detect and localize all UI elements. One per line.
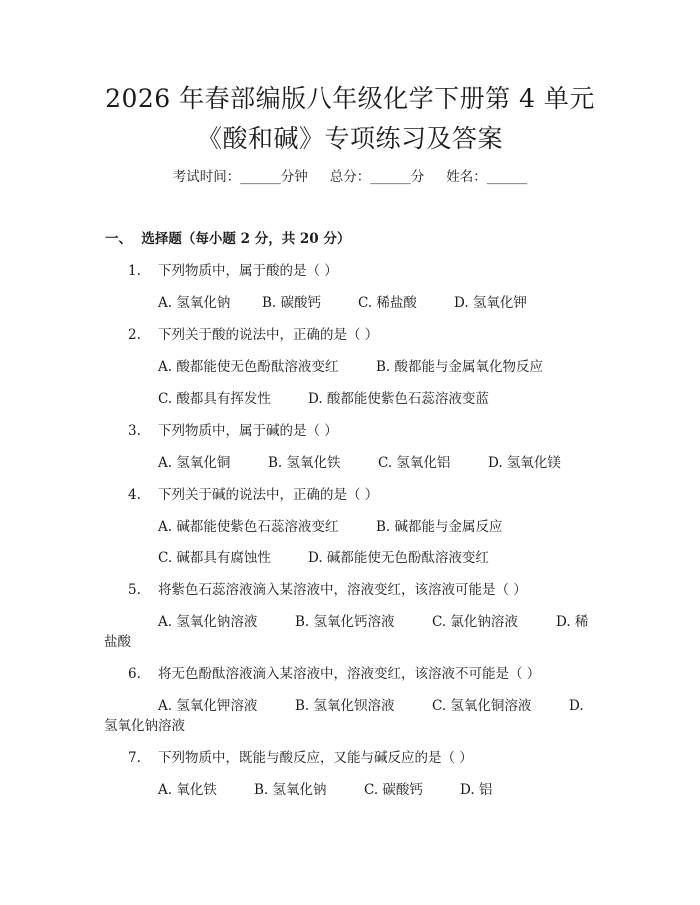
- option-b: B. 氢氧化钠: [254, 782, 327, 798]
- option-a: A. 氢氧化钠溶液: [158, 614, 258, 630]
- option-d: D. 铝: [460, 782, 493, 798]
- option-d: D. 氢氧化镁: [488, 455, 561, 471]
- exam-time: 考试时间：______分钟: [172, 169, 308, 185]
- option-b: B. 氢氧化钡溶液: [295, 698, 395, 714]
- question-number: 4.: [128, 487, 141, 503]
- question-2: [128, 326, 378, 344]
- question-number: 3.: [128, 423, 141, 439]
- document-title-line2: 《酸和碱》专项练习及答案: [196, 124, 503, 153]
- question-5: [128, 581, 527, 599]
- option-b: B. 碳酸钙: [262, 295, 322, 311]
- option-c: C. 氢氧化铜溶液: [432, 698, 532, 714]
- question-6-option-d-continued: 氢氧化钠溶液: [104, 718, 185, 734]
- question-text: 将无色酚酞溶液滴入某溶液中，溶液变红，该溶液不可能是（ ）: [158, 666, 541, 682]
- option-c: C. 氢氧化铝: [378, 455, 451, 471]
- option-b: B. 氢氧化铁: [268, 455, 341, 471]
- option-d: D.: [569, 698, 584, 714]
- option-a: A. 氢氧化铜: [158, 455, 231, 471]
- option-c: C. 碱都具有腐蚀性: [158, 550, 271, 566]
- question-3: [128, 422, 338, 440]
- option-c: C. 稀盐酸: [358, 295, 417, 311]
- question-1: [128, 262, 338, 280]
- option-b: B. 氢氧化钙溶液: [295, 614, 395, 630]
- question-4-options-row1: [158, 518, 503, 536]
- question-4: [128, 486, 378, 504]
- question-2-options-row1: [158, 358, 543, 376]
- question-4-options-row2: [158, 549, 489, 567]
- question-1-options: [158, 294, 527, 312]
- question-text: 下列物质中，属于碱的是（ ）: [158, 423, 338, 439]
- option-d: D. 碱都能使无色酚酞溶液变红: [308, 550, 489, 566]
- question-7: [128, 749, 473, 767]
- question-number: 5.: [128, 582, 141, 598]
- document-title-line1: 2026 年春部编版八年级化学下册第 4 单元: [105, 84, 595, 113]
- question-7-options: [158, 781, 492, 799]
- option-d: D. 酸都能使紫色石蕊溶液变蓝: [308, 391, 489, 407]
- question-6: [128, 665, 540, 683]
- option-d: D. 稀: [556, 614, 589, 630]
- question-6-options: [158, 697, 584, 715]
- question-text: 下列关于酸的说法中，正确的是（ ）: [158, 327, 379, 343]
- option-b: B. 酸都能与金属氧化物反应: [376, 359, 544, 375]
- option-d: D. 氢氧化钾: [454, 295, 527, 311]
- option-a: A. 酸都能使无色酚酞溶液变红: [158, 359, 339, 375]
- option-a: A. 氢氧化钾溶液: [158, 698, 258, 714]
- question-text: 下列关于碱的说法中，正确的是（ ）: [158, 487, 379, 503]
- question-text: 下列物质中，既能与酸反应，又能与碱反应的是（ ）: [158, 750, 473, 766]
- exam-score: 总分：______分: [329, 169, 425, 185]
- question-text: 将紫色石蕊溶液滴入某溶液中，溶液变红，该溶液可能是（ ）: [158, 582, 527, 598]
- question-number: 1.: [128, 263, 141, 279]
- question-number: 7.: [128, 750, 141, 766]
- question-5-options: [158, 613, 588, 631]
- option-a: A. 氧化铁: [158, 782, 217, 798]
- option-c: C. 酸都具有挥发性: [158, 391, 271, 407]
- option-c: C. 氯化钠溶液: [432, 614, 518, 630]
- option-a: A. 氢氧化钠: [158, 295, 231, 311]
- question-text: 下列物质中，属于酸的是（ ）: [158, 263, 338, 279]
- student-name: 姓名：______: [446, 169, 528, 185]
- section-heading: 一、 选择题（每小题 2 分，共 20 分）: [105, 231, 351, 247]
- question-number: 6.: [128, 666, 141, 682]
- question-5-option-d-continued: 盐酸: [104, 634, 131, 650]
- option-b: B. 碱都能与金属反应: [376, 519, 503, 535]
- question-2-options-row2: [158, 390, 489, 408]
- option-a: A. 碱都能使紫色石蕊溶液变红: [158, 519, 339, 535]
- question-3-options: [158, 454, 561, 472]
- exam-info: [0, 168, 700, 186]
- question-number: 2.: [128, 327, 141, 343]
- option-c: C. 碳酸钙: [364, 782, 423, 798]
